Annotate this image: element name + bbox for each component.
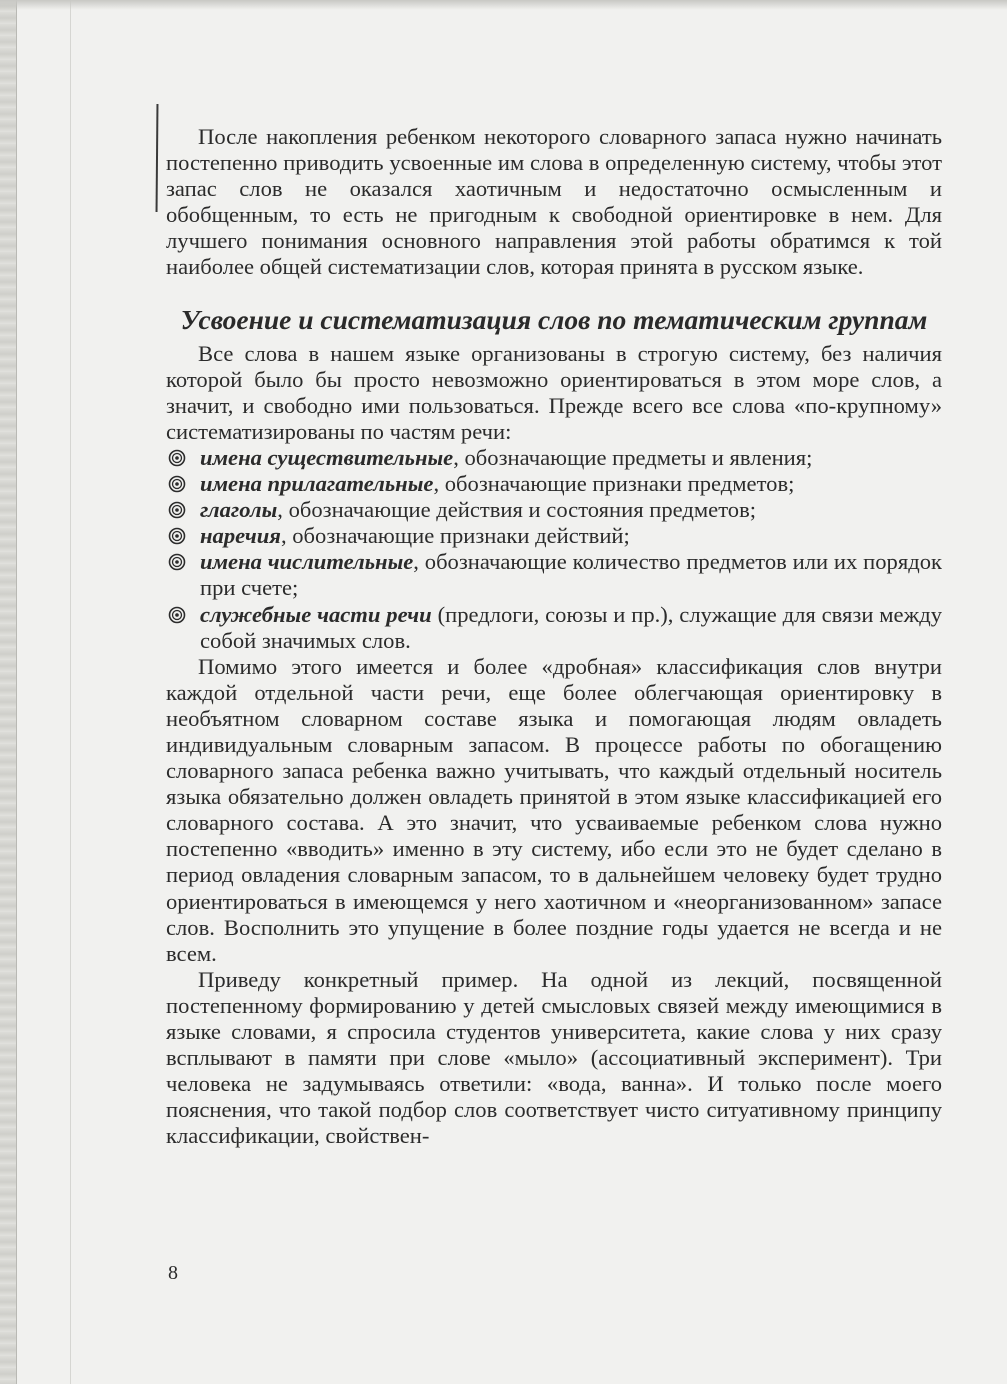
list-term: глаголы <box>200 497 278 523</box>
list-term: имена существительные <box>200 444 454 470</box>
circle-bullet-icon <box>168 606 186 624</box>
list-desc: , обозначающие количество предметов или их порядок при счете; <box>200 549 942 601</box>
list-desc: , обозначающие признаки предметов; <box>433 471 795 497</box>
list-desc: (предлоги, союзы и пр.), служащие для связи между собой значимых слов. <box>200 601 942 653</box>
paragraph-classification: Помимо этого имеется и более «дробная» классификация слов внутри каждой отдельной части речи, еще более облегчающая ориентировку в необъятном словарном составе языка и помогающая людям овладеть индивидуальным словарным запасом. В процессе работы по обогащению словарного запаса ребенка важно учитывать, что каждый отдельный носитель языка обязательно должен овладеть принятой в этом языке классификацией его словарного состава. А это значит, что усваиваемые ребенком слова нужно постепенно «вводить» именно в эту систему, ибо если это не будет сделано в период овладения словарным запасом, то в дальнейшем человеку будет трудно ориентироваться в имеющемся у него хаотичном и «неорганизованном» запасе слов. Восполнить это упущение в более поздние годы удается не всегда и не всем. <box>166 653 942 966</box>
list-desc: , обозначающие признаки действий; <box>280 523 630 549</box>
list-desc: , обозначающие действия и состояния предметов; <box>277 497 757 523</box>
list-desc: , обозначающие предметы и явления; <box>453 444 813 470</box>
list-item <box>166 471 942 497</box>
page-number: 8 <box>168 1262 178 1284</box>
list-item <box>166 549 942 601</box>
circle-bullet-icon <box>168 449 186 467</box>
list-term: имена прилагательные <box>200 471 434 497</box>
paragraph-example: Приведу конкретный пример. На одной из лекций, посвященной постепенному формированию у детей смысловых связей между имеющимися в языке словами, я спросила студентов университета, какие слова у них сразу всплывают в памяти при слове «мыло» (ассоциативный эксперимент). Три человека не задумываясь ответили: «вода, ванна». И только после моего пояснения, что такой подбор слов соответствует чисто ситуативному принципу классификации, свойствен- <box>166 966 942 1149</box>
list-term: служебные части речи <box>200 601 432 627</box>
section-heading: Усвоение и систематизация слов по тематическим группам <box>180 303 928 335</box>
circle-bullet-icon <box>168 553 186 571</box>
paragraph-parts-intro: Все слова в нашем языке организованы в строгую систему, без наличия которой было бы просто невозможно ориентироваться в этом море слов, а значит, и свободно ими пользоваться. Прежде всего все слова «по-крупному» систематизированы по частям речи: <box>166 340 942 444</box>
page-fold-line <box>70 0 71 1384</box>
circle-bullet-icon <box>168 527 186 545</box>
paragraph-intro: После накопления ребенком некоторого словарного запаса нужно начинать постепенно приводить усвоенные им слова в определенную систему, чтобы этот запас слов не оказался хаотичным и недостаточно осмысленным и обобщенным, то есть не пригодным к свободной ориентировке в нем. Для лучшего понимания основного направления этой работы обратимся к той наиболее общей систематизации слов, которая принята в русском языке. <box>166 124 942 280</box>
page-binding-edge <box>0 0 17 1384</box>
list-item <box>166 497 942 523</box>
list-item <box>166 602 942 654</box>
top-shadow <box>0 0 1007 10</box>
list-item <box>166 445 942 471</box>
circle-bullet-icon <box>168 501 186 519</box>
list-term: имена числительные <box>200 549 414 575</box>
margin-pencil-mark <box>156 104 159 212</box>
parts-of-speech-list <box>166 445 942 654</box>
main-text <box>166 124 942 1149</box>
circle-bullet-icon <box>168 475 186 493</box>
list-item <box>166 523 942 549</box>
list-term: наречия <box>200 523 281 549</box>
